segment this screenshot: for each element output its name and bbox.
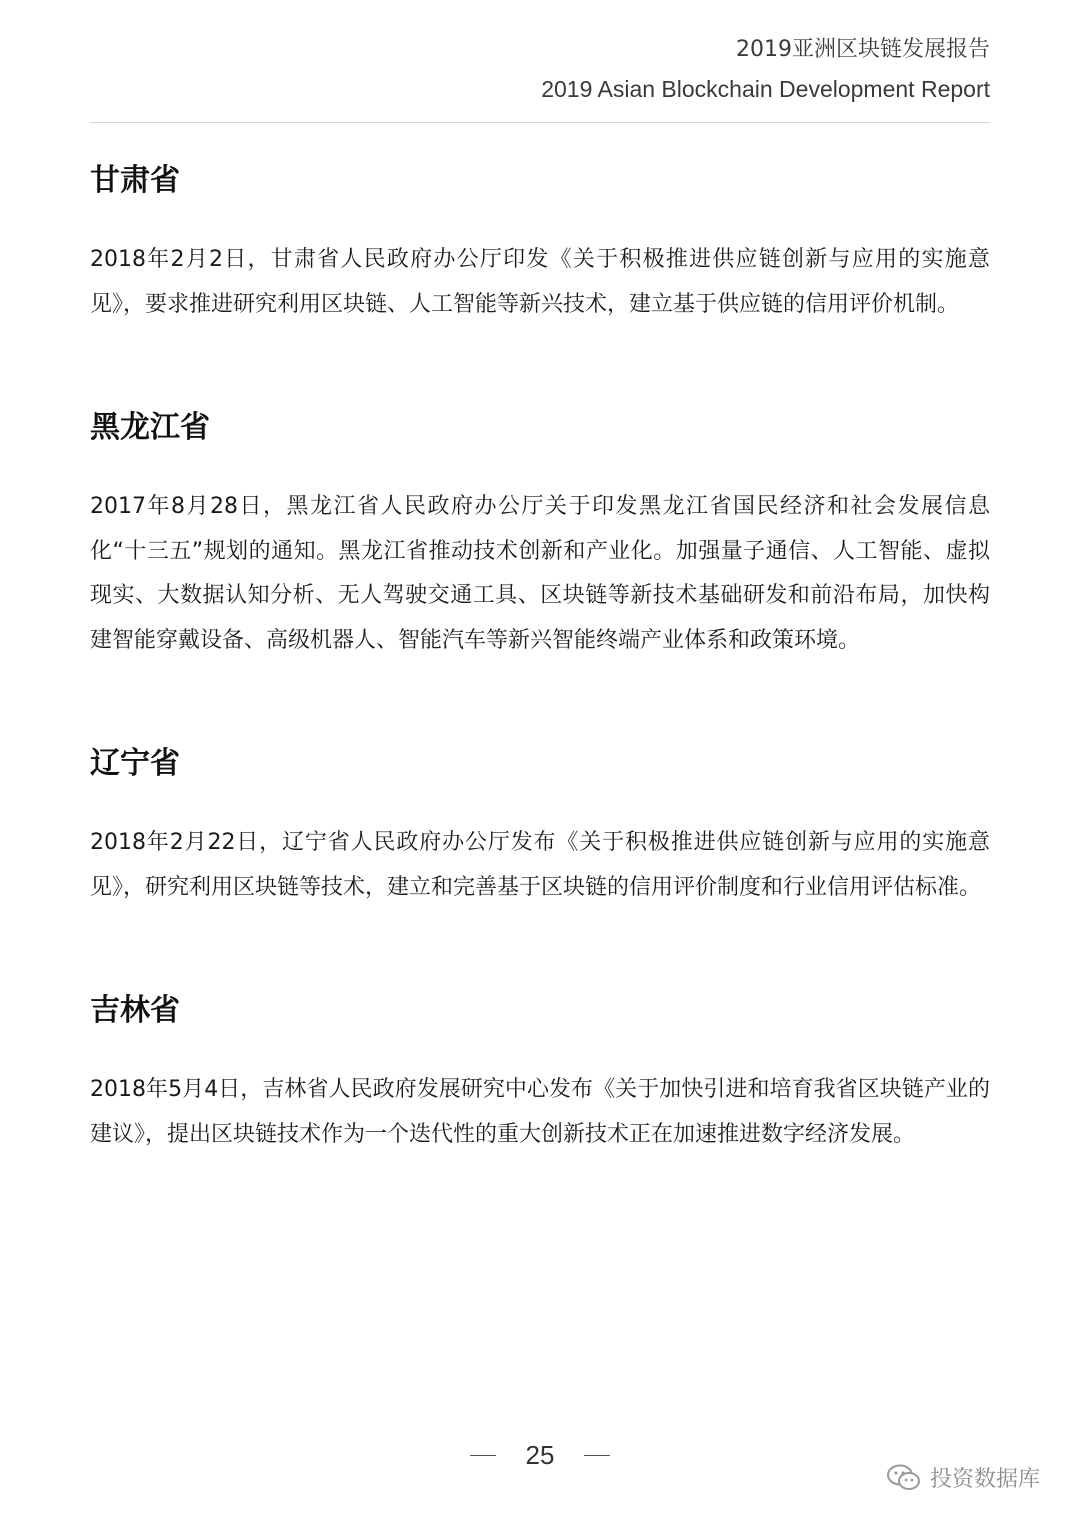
- section-heilongjiang: [90, 397, 990, 663]
- page-content: [90, 150, 990, 1157]
- wechat-icon: [886, 1463, 922, 1493]
- section-title-heilongjiang: 黑龙江省: [90, 410, 210, 445]
- section-gansu: [90, 150, 990, 327]
- section-liaoning: [90, 733, 990, 910]
- section-body-heilongjiang: 2017年8月28日，黑龙江省人民政府办公厅关于印发黑龙江省国民经济和社会发展信息化“十三五”规划的通知。黑龙江省推动技术创新和产业化。加强量子通信、人工智能、虚拟现实、大数据认知分析、无人驾驶交通工具、区块链等新技术基础研发和前沿布局，加快构建智能穿戴设备、高级机器人、智能汽车等新兴智能终端产业体系和政策环境。: [90, 494, 990, 653]
- watermark-text: 投资数据库: [929, 1467, 1040, 1492]
- section-title-liaoning: 辽宁省: [90, 746, 180, 781]
- header-title-en: 2019 Asian Blockchain Development Report: [541, 76, 990, 102]
- header-divider: [90, 122, 990, 123]
- section-jilin: [90, 980, 990, 1157]
- footer-dash-right: [584, 1455, 610, 1456]
- section-body-liaoning: 2018年2月22日，辽宁省人民政府办公厅发布《关于积极推进供应链创新与应用的实施意见》，研究利用区块链等技术，建立和完善基于区块链的信用评价制度和行业信用评估标准。: [90, 830, 990, 900]
- header-title-zh: 2019亚洲区块链发展报告: [736, 37, 990, 62]
- page-number: 25: [525, 1440, 555, 1470]
- wechat-watermark: [886, 1462, 1040, 1493]
- footer-dash-left: [470, 1455, 496, 1456]
- section-body-gansu: 2018年2月2日，甘肃省人民政府办公厅印发《关于积极推进供应链创新与应用的实施意见》，要求推进研究利用区块链、人工智能等新兴技术，建立基于供应链的信用评价机制。: [90, 247, 990, 317]
- report-header: [541, 30, 990, 108]
- section-title-gansu: 甘肃省: [90, 163, 180, 198]
- section-body-jilin: 2018年5月4日，吉林省人民政府发展研究中心发布《关于加快引进和培育我省区块链产业的建议》，提出区块链技术作为一个迭代性的重大创新技术正在加速推进数字经济发展。: [90, 1077, 990, 1147]
- section-title-jilin: 吉林省: [90, 993, 180, 1028]
